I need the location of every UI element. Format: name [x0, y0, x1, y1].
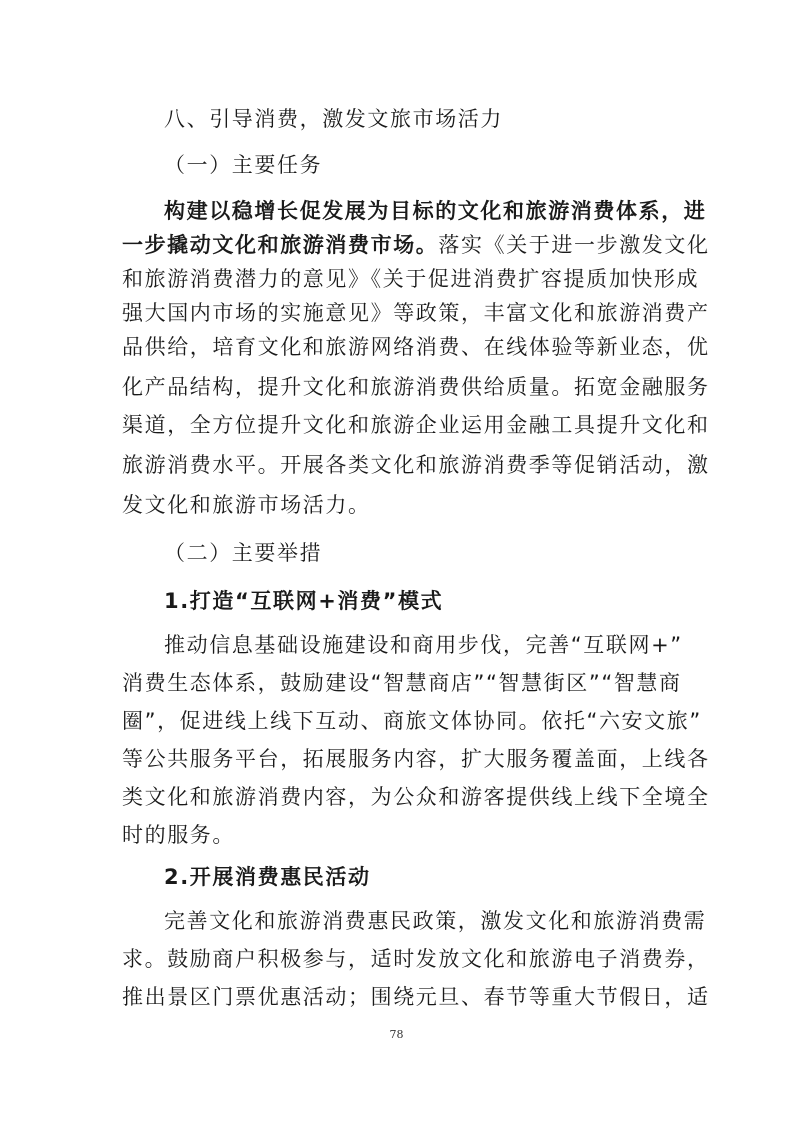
paragraph-line: [122, 450, 710, 480]
paragraph-line: 完善文化和旅游消费惠民政策，激发文化和旅游消费需: [164, 909, 707, 933]
item-1-title: 1.打造“互联网+消费”模式: [164, 589, 444, 613]
body-text: 品供给，培育文化和旅游网络消费、在线体验等新业态，优: [122, 335, 710, 359]
paragraph-line: [122, 230, 710, 260]
paragraph-line: 时的服务。: [122, 823, 235, 847]
paragraph-line: [122, 410, 710, 440]
item-2-title: 2.开展消费惠民活动: [164, 865, 371, 889]
subsection-title-tasks: （一）主要任务: [164, 153, 323, 177]
paragraph-line: 求。鼓励商户积极参与，适时发放文化和旅游电子消费券，: [122, 947, 710, 971]
bold-text: 一步撬动文化和旅游消费市场。: [122, 233, 439, 257]
section-title: 八、引导消费，激发文旅市场活力: [164, 107, 503, 131]
paragraph-line: 等公共服务平台，拓展服务内容，扩大服务覆盖面，上线各: [122, 747, 710, 771]
paragraph-line: [122, 332, 710, 362]
page-number: 78: [389, 1028, 404, 1041]
body-text: 渠道，全方位提升文化和旅游企业运用金融工具提升文化和: [122, 413, 710, 437]
body-text: 和旅游消费潜力的意见》《关于促进消费扩容提质加快形成: [122, 267, 700, 291]
subsection-title-measures: （二）主要举措: [164, 541, 323, 565]
bold-text: 构建以稳增长促发展为目标的文化和旅游消费体系，进: [164, 199, 707, 223]
paragraph-line: [122, 264, 699, 294]
body-text: 化产品结构，提升文化和旅游消费供给质量。拓宽金融服务: [122, 375, 710, 399]
paragraph-line: [122, 298, 710, 328]
paragraph-line: 圈”，促进线上线下互动、商旅文体协同。依托“六安文旅”: [122, 709, 702, 733]
paragraph-line: 推动信息基础设施建设和商用步伐，完善“互联网+”: [164, 633, 683, 657]
paragraph-line: 消费生态体系，鼓励建设“智慧商店”“智慧街区”“智慧商: [122, 671, 682, 695]
body-text: 旅游消费水平。开展各类文化和旅游消费季等促销活动，激: [122, 453, 710, 477]
paragraph-line: [122, 490, 371, 520]
body-text: 发文化和旅游市场活力。: [122, 493, 371, 517]
body-text: 强大国内市场的实施意见》等政策，丰富文化和旅游消费产: [122, 301, 710, 325]
body-text: 落实《关于进一步激发文化: [438, 233, 710, 257]
paragraph-line: 推出景区门票优惠活动；围绕元旦、春节等重大节假日，适: [122, 985, 710, 1009]
paragraph-line: [122, 372, 710, 402]
paragraph-line: 类文化和旅游消费内容，为公众和游客提供线上线下全境全: [122, 785, 710, 809]
paragraph-line: [164, 196, 706, 226]
